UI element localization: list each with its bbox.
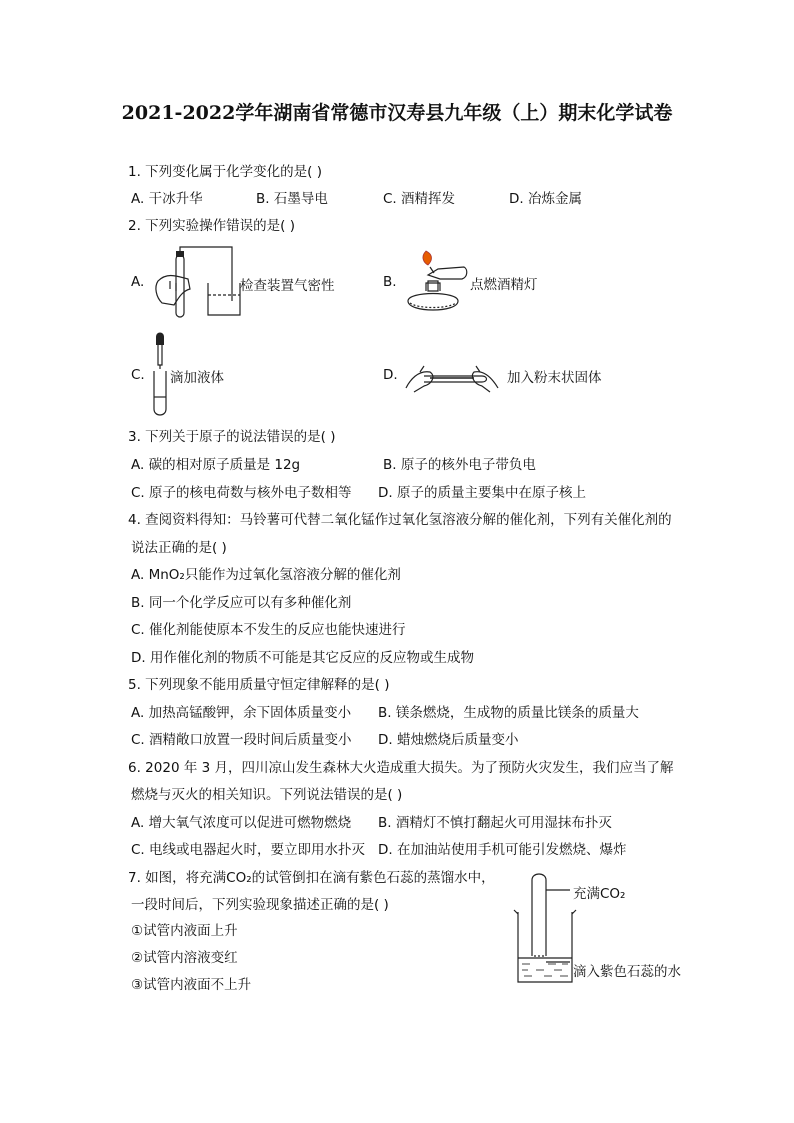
q6-option-a: A. 增大氧气浓度可以促进可燃物燃烧 <box>131 815 352 831</box>
q6-option-c: C. 电线或电器起火时，要立即用水扑灭 <box>131 842 366 858</box>
powder-paper-slot-icon <box>404 358 500 396</box>
q4-option-b: B. 同一个化学反应可以有多种催化剂 <box>131 595 352 611</box>
question-5-stem: 5. 下列现象不能用质量守恒定律解释的是( ) <box>128 677 390 693</box>
q5-option-c: C. 酒精敞口放置一段时间后质量变小 <box>131 732 352 748</box>
q3-option-c: C. 原子的核电荷数与核外电子数相等 <box>131 485 352 501</box>
q4-option-d: D. 用作催化剂的物质不可能是其它反应的反应物或生成物 <box>131 650 474 666</box>
q1-option-d: D. 冶炼金属 <box>509 191 582 207</box>
question-7-stem-line1: 7. 如图，将充满CO₂的试管倒扣在滴有紫色石蕊的蒸馏水中， <box>128 870 495 886</box>
q4-option-c: C. 催化剂能使原本不发生的反应也能快速进行 <box>131 622 406 638</box>
q7-figure-label-bottom: 滴入紫色石蕊的水 <box>573 964 681 980</box>
q3-option-b: B. 原子的核外电子带负电 <box>383 457 536 473</box>
q6-option-b: B. 酒精灯不慎打翻起火可用湿抹布扑灭 <box>378 815 612 831</box>
question-2-stem: 2. 下列实验操作错误的是( ) <box>128 218 295 234</box>
q2-option-a-letter: A. <box>131 274 145 290</box>
q3-option-a: A. 碳的相对原子质量是 12g <box>131 457 301 473</box>
page-title: 2021-2022学年湖南省常德市汉寿县九年级（上）期末化学试卷 <box>121 102 673 124</box>
q7-figure-label-top: 充满CO₂ <box>573 886 626 902</box>
q5-option-b: B. 镁条燃烧，生成物的质量比镁条的质量大 <box>378 705 639 721</box>
inverted-co2-tube-beaker-icon <box>510 870 580 988</box>
q2-option-a-caption: 检查装置气密性 <box>240 278 335 294</box>
q2-option-b-letter: B. <box>383 274 397 290</box>
question-7-stem-line2: 一段时间后，下列实验现象描述正确的是( ) <box>131 897 389 913</box>
q2-option-d-caption: 加入粉末状固体 <box>507 370 602 386</box>
question-6-stem-line2: 燃烧与灭火的相关知识。下列说法错误的是( ) <box>131 787 403 803</box>
q4-option-a: A. MnO₂只能作为过氧化氢溶液分解的催化剂 <box>131 567 401 583</box>
question-4-stem-line1: 4. 查阅资料得知：马铃薯可代替二氧化锰作过氧化氢溶液分解的催化剂，下列有关催化剂的 <box>128 512 672 528</box>
question-3-stem: 3. 下列关于原子的说法错误的是( ) <box>128 429 336 445</box>
airtight-check-apparatus-icon <box>152 243 242 321</box>
question-1-stem: 1. 下列变化属于化学变化的是( ) <box>128 164 322 180</box>
q1-option-a: A. 干冰升华 <box>131 191 203 207</box>
q5-option-d: D. 蜡烛燃烧后质量变小 <box>378 732 519 748</box>
q7-item-1: ①试管内液面上升 <box>131 923 238 939</box>
q1-option-b: B. 石墨导电 <box>256 191 328 207</box>
q1-option-c: C. 酒精挥发 <box>383 191 456 207</box>
q2-option-c-caption: 滴加液体 <box>170 370 224 386</box>
q2-option-c-letter: C. <box>131 367 145 383</box>
lighting-alcohol-lamp-icon <box>398 243 470 323</box>
question-4-stem-line2: 说法正确的是( ) <box>131 540 227 556</box>
q7-item-3: ③试管内液面不上升 <box>131 977 252 993</box>
q6-option-d: D. 在加油站使用手机可能引发燃烧、爆炸 <box>378 842 627 858</box>
q3-option-d: D. 原子的质量主要集中在原子核上 <box>378 485 586 501</box>
q2-option-b-caption: 点燃酒精灯 <box>470 277 538 293</box>
q5-option-a: A. 加热高锰酸钾，余下固体质量变小 <box>131 705 352 721</box>
q7-item-2: ②试管内溶液变红 <box>131 950 238 966</box>
q2-option-d-letter: D. <box>383 367 398 383</box>
question-6-stem-line1: 6. 2020 年 3 月，四川凉山发生森林大火造成重大损失。为了预防火灾发生，我们应当了解 <box>128 760 674 776</box>
